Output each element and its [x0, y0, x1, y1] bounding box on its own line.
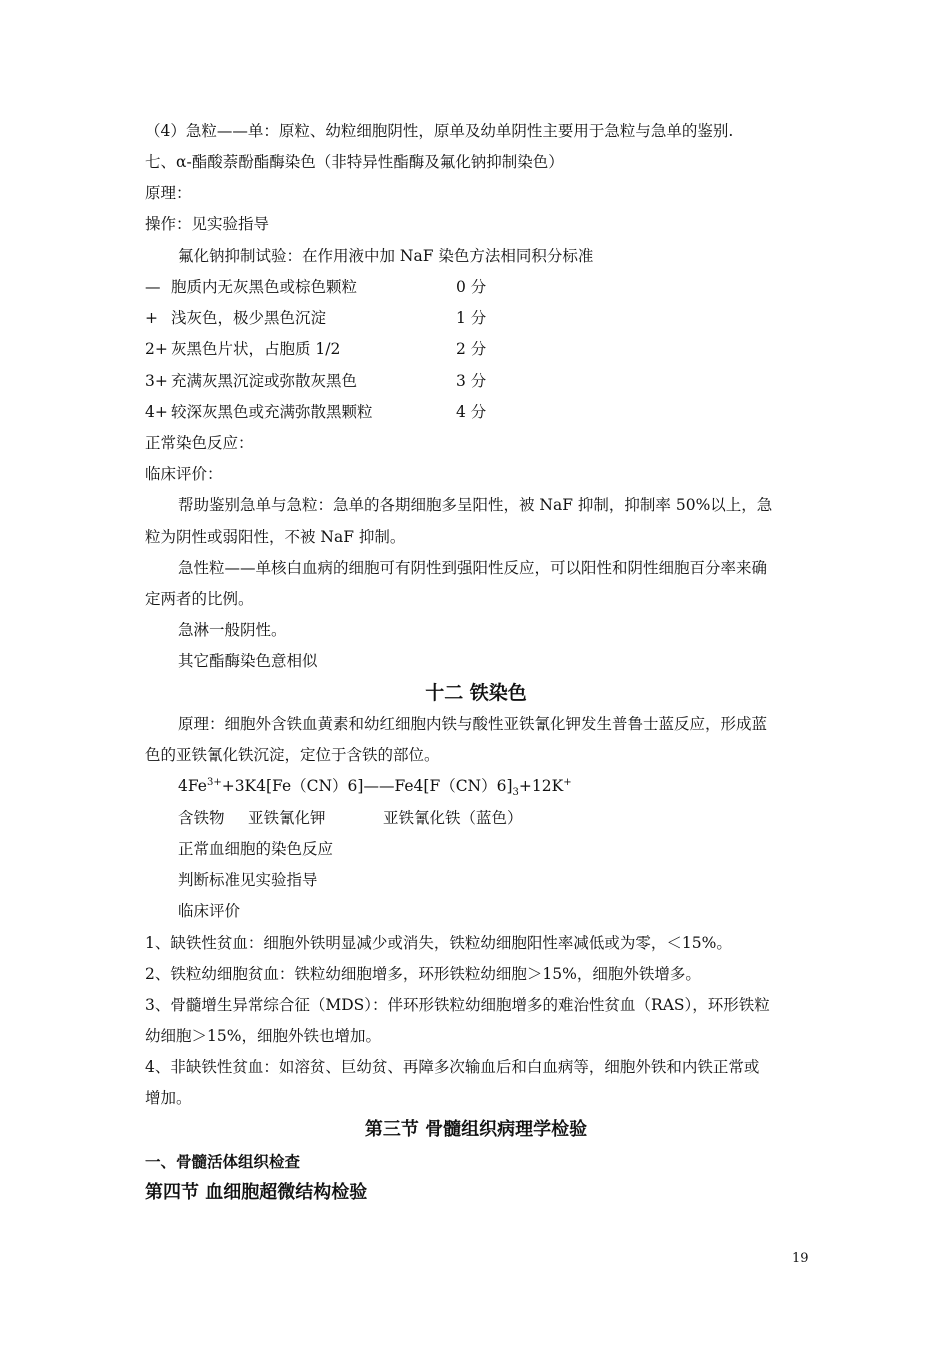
text-line: 氟化钠抑制试验：在作用液中加 NaF 染色方法相同积分标准: [178, 247, 594, 265]
grade-symbol: 4+: [145, 403, 168, 421]
formula-label: 亚铁氰化钾: [248, 809, 326, 827]
text-line: 帮助鉴别急单与急粒：急单的各期细胞多呈阳性，被 NaF 抑制，抑制率 50%以上，急: [178, 496, 773, 514]
text-line: 原理：: [145, 184, 192, 202]
formula-label: 亚铁氰化铁（蓝色）: [383, 809, 523, 827]
section-three-title: 第三节 骨髓组织病理学检验: [364, 1119, 588, 1140]
text-line: 临床评价：: [145, 465, 223, 483]
grade-row: [145, 308, 326, 328]
grade-score: 0 分: [456, 278, 487, 296]
text-line: 正常血细胞的染色反应: [178, 840, 334, 858]
grade-score: 4 分: [456, 403, 487, 421]
grade-symbol: —: [145, 278, 161, 296]
grade-symbol: +: [145, 309, 158, 327]
section-four-title: 第四节 血细胞超微结构检验: [145, 1182, 368, 1203]
text-line: 增加。: [145, 1089, 192, 1107]
text-line: 幼细胞＞15%，细胞外铁也增加。: [145, 1027, 381, 1045]
grade-score: 3 分: [456, 372, 487, 390]
grade-description: 充满灰黑沉淀或弥散灰黑色: [171, 372, 358, 390]
grade-score: 2 分: [456, 340, 487, 358]
subsection-title: 一、骨髓活体组织检查: [145, 1153, 301, 1171]
text-line: 急淋一般阴性。: [178, 621, 287, 639]
grade-description: 浅灰色，极少黑色沉淀: [171, 309, 327, 327]
text-line: 粒为阴性或弱阳性，不被 NaF 抑制。: [145, 528, 406, 546]
grade-symbol: 2+: [145, 340, 168, 358]
grade-description: 灰黑色片状，占胞质 1/2: [171, 340, 341, 358]
text-line: 正常染色反应：: [145, 434, 254, 452]
grade-row: [145, 371, 357, 391]
text-line: 其它酯酶染色意相似: [178, 652, 318, 670]
page-number: 19: [792, 1251, 809, 1266]
text-line: 判断标准见实验指导: [178, 871, 318, 889]
grade-description: 较深灰黑色或充满弥散黑颗粒: [171, 403, 373, 421]
grade-row: [145, 339, 340, 359]
text-line: 定两者的比例。: [145, 590, 254, 608]
text-line: 临床评价: [178, 902, 241, 920]
iron-stain-heading: 十二 铁染色: [425, 682, 527, 704]
text-line: 3、骨髓增生异常综合征（MDS）：伴环形铁粒幼细胞增多的难治性贫血（RAS），环形铁粒: [145, 996, 770, 1014]
grade-row: [145, 402, 373, 422]
text-line: 原理：细胞外含铁血黄素和幼红细胞内铁与酸性亚铁氰化钾发生普鲁士蓝反应，形成蓝: [178, 715, 768, 733]
grade-symbol: 3+: [145, 372, 168, 390]
text-line: 操作：见实验指导: [145, 215, 270, 233]
section-heading-seven: 七、α-酯酸萘酚酯酶染色（非特异性酯酶及氟化钠抑制染色）: [145, 153, 564, 171]
text-line: 2、铁粒幼细胞贫血：铁粒幼细胞增多，环形铁粒幼细胞＞15%，细胞外铁增多。: [145, 965, 701, 983]
grade-description: 胞质内无灰黑色或棕色颗粒: [171, 278, 358, 296]
text-line: （4）急粒——单：原粒、幼粒细胞阴性，原单及幼单阴性主要用于急粒与急单的鉴别.: [145, 122, 734, 140]
grade-score: 1 分: [456, 309, 487, 327]
text-line: 色的亚铁氰化铁沉淀，定位于含铁的部位。: [145, 746, 440, 764]
chemical-formula: $4Fe^{3+}+3K4[Fe(CN)6]——Fe4[F(CN)6]_3+12K^+$: [178, 776, 572, 799]
grade-row: [145, 277, 357, 297]
text-line: 急性粒——单核白血病的细胞可有阴性到强阳性反应，可以阳性和阴性细胞百分率来确: [178, 559, 768, 577]
text-line: 4、非缺铁性贫血：如溶贫、巨幼贫、再障多次输血后和白血病等，细胞外铁和内铁正常或: [145, 1058, 760, 1076]
formula-labels: [178, 808, 578, 828]
text-line: 1、缺铁性贫血：细胞外铁明显减少或消失，铁粒幼细胞阳性率减低或为零，＜15%。: [145, 934, 732, 952]
formula-label: 含铁物: [178, 809, 225, 827]
